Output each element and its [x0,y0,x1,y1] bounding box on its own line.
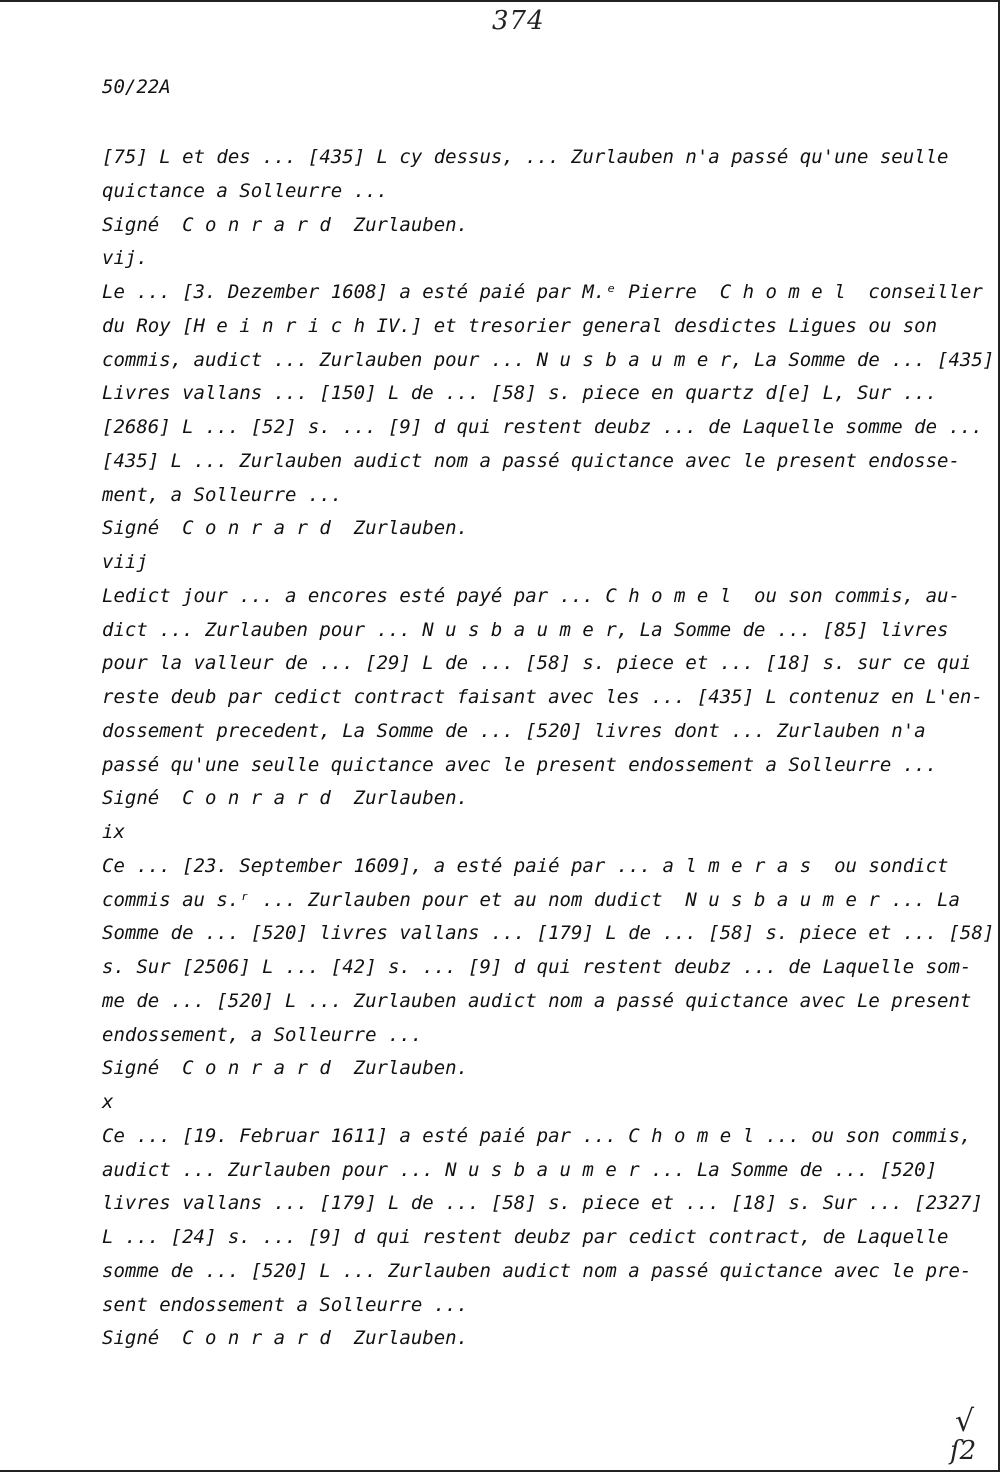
text-line: quictance a Solleurre ... [102,180,388,202]
text-line: commis au s.ʳ ... Zurlauben pour et au nom dudict N u s b a u m e r ... La [102,889,960,911]
text-line: [435] L ... Zurlauben audict nom a passé quictance avec le present endosse- [102,450,960,472]
text-line: Le ... [3. Dezember 1608] a esté paié par M.ᵉ Pierre C h o m e l conseiller [102,281,983,303]
text-line: [75] L et des ... [435] L cy dessus, ... Zurlauben n'a passé qu'une seulle [102,146,949,168]
document-reference: 50/22A [102,76,171,98]
text-line: Somme de ... [520] livres vallans ... [179] L de ... [58] s. piece et ... [58] [102,922,995,944]
section-numeral: ix [102,821,125,843]
text-line: Signé C o n r a r d Zurlauben. [102,787,469,809]
text-line: pour la valleur de ... [29] L de ... [58] s. piece et ... [18] s. sur ce qui [102,652,972,674]
text-line: livres vallans ... [179] L de ... [58] s. piece et ... [18] s. Sur ... [2327] [102,1192,983,1214]
text-line: Ledict jour ... a encores esté payé par ... C h o m e l ou son commis, au- [102,585,960,607]
text-line: somme de ... [520] L ... Zurlauben audict nom a passé quictance avec le pre- [102,1260,972,1282]
text-line: Signé C o n r a r d Zurlauben. [102,214,469,236]
text-line: reste deub par cedict contract faisant avec les ... [435] L contenuz en L'en- [102,686,983,708]
section-numeral: vij. [102,247,148,269]
text-line: Signé C o n r a r d Zurlauben. [102,517,469,539]
text-line: audict ... Zurlauben pour ... N u s b a u m e r ... La Somme de ... [520] [102,1159,938,1181]
text-line: endossement, a Solleurre ... [102,1024,423,1046]
checkmark-icon: √ [955,1404,975,1439]
text-line: passé qu'une seulle quictance avec le present endossement a Solleurre ... [102,754,938,776]
text-line: dict ... Zurlauben pour ... N u s b a u m e r, La Somme de ... [85] livres [102,619,949,641]
margin-note: ſ2 [950,1436,977,1466]
text-line: s. Sur [2506] L ... [42] s. ... [9] d qui restent deubz ... de Laquelle som- [102,956,972,978]
text-line: commis, audict ... Zurlauben pour ... N u s b a u m e r, La Somme de ... [435] [102,349,995,371]
text-line: dossement precedent, La Somme de ... [520] livres dont ... Zurlauben n'a [102,720,926,742]
text-line: Ce ... [19. Februar 1611] a esté paié par ... C h o m e l ... ou son commis, [102,1125,972,1147]
top-border [0,0,1000,2]
text-line: L ... [24] s. ... [9] d qui restent deubz par cedict contract, de Laquelle [102,1226,949,1248]
page-number: 374 [492,6,545,36]
text-line: ment, a Solleurre ... [102,484,343,506]
text-line: Livres vallans ... [150] L de ... [58] s. piece en quartz d[e] L, Sur ... [102,382,938,404]
section-numeral: viij [102,551,148,573]
text-line: Signé C o n r a r d Zurlauben. [102,1327,469,1349]
text-line: Signé C o n r a r d Zurlauben. [102,1057,469,1079]
text-line: sent endossement a Solleurre ... [102,1294,469,1316]
text-line: du Roy [H e i n r i c h IV.] et tresorier general desdictes Ligues ou son [102,315,938,337]
text-line: Ce ... [23. September 1609], a esté paié par ... a l m e r a s ou sondict [102,855,949,877]
section-numeral: x [102,1091,114,1113]
text-line: me de ... [520] L ... Zurlauben audict nom a passé quictance avec Le present [102,990,972,1012]
text-line: [2686] L ... [52] s. ... [9] d qui restent deubz ... de Laquelle somme de ... [102,416,983,438]
